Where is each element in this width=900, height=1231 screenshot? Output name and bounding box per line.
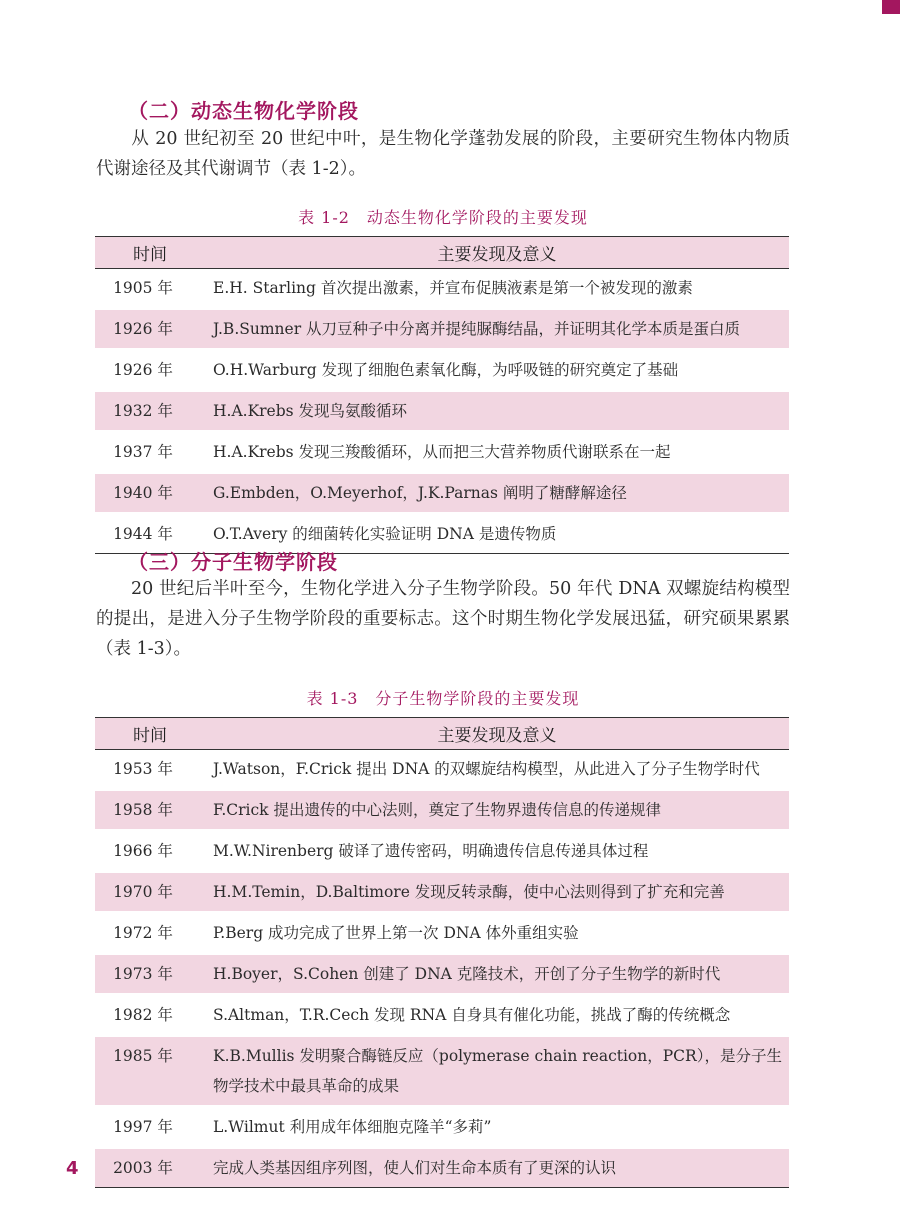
year-cell: 1997 年: [95, 1107, 205, 1148]
year-cell: 1905 年: [113, 279, 173, 297]
discovery-cell: J.B.Sumner 从刀豆种子中分离并提纯脲酶结晶，并证明其化学本质是蛋白质: [205, 309, 789, 350]
discovery-cell: H.A.Krebs 发现三羧酸循环，从而把三大营养物质代谢联系在一起: [205, 432, 789, 473]
table-caption-1-2: 表 1-2 动态生物化学阶段的主要发现: [298, 208, 588, 227]
table-row: [95, 391, 789, 432]
discovery-cell: J.Watson，F.Crick 提出 DNA 的双螺旋结构模型，从此进入了分子生物学时代: [213, 760, 760, 778]
year-cell: 1926 年: [95, 309, 205, 350]
year-cell: 1982 年: [95, 995, 205, 1036]
paragraph-text: 20 世纪后半叶至今，生物化学进入分子生物学阶段。50 年代 DNA 双螺旋结构模型的提出，是进入分子生物学阶段的重要标志。这个时期生物化学发展迅猛，研究硕果累累（表 1-3）。: [96, 579, 790, 659]
table-1-3: [95, 717, 789, 1188]
discovery-cell: O.T.Avery 的细菌转化实验证明 DNA 是遗传物质: [205, 514, 789, 554]
year-cell: 1985 年: [95, 1036, 205, 1107]
discovery-cell: H.Boyer，S.Cohen 创建了 DNA 克隆技术，开创了分子生物学的新时代: [205, 954, 789, 995]
year-cell: 1937 年: [95, 432, 205, 473]
column-header-year: 时间: [95, 237, 205, 269]
discovery-cell: S.Altman，T.R.Cech 发现 RNA 自身具有催化功能，挑战了酶的传统概念: [205, 995, 789, 1036]
discovery-cell: H.A.Krebs 发现鸟氨酸循环: [205, 391, 789, 432]
year-cell: 1944 年: [95, 514, 205, 554]
discovery-cell: 完成人类基因组序列图，使人们对生命本质有了更深的认识: [205, 1148, 789, 1188]
column-header-discovery: 主要发现及意义: [205, 237, 789, 269]
table-row: [95, 309, 789, 350]
table-row: [95, 831, 789, 872]
year-cell: 1940 年: [95, 473, 205, 514]
discovery-cell: M.W.Nirenberg 破译了遗传密码，明确遗传信息传递具体过程: [205, 831, 789, 872]
year-cell: 2003 年: [95, 1148, 205, 1188]
discovery-cell: L.Wilmut 利用成年体细胞克隆羊“多莉”: [205, 1107, 789, 1148]
table-row: [95, 350, 789, 391]
discovery-cell: F.Crick 提出遗传的中心法则，奠定了生物界遗传信息的传递规律: [205, 790, 789, 831]
table-row: [95, 954, 789, 995]
year-cell: 1958 年: [95, 790, 205, 831]
discovery-cell: O.H.Warburg 发现了细胞色素氧化酶，为呼吸链的研究奠定了基础: [205, 350, 789, 391]
paragraph-text: 从 20 世纪初至 20 世纪中叶，是生物化学蓬勃发展的阶段，主要研究生物体内物质代谢途径及其代谢调节（表 1-2）。: [96, 129, 790, 179]
table-row: [95, 872, 789, 913]
table-row: [95, 269, 789, 309]
year-cell: 1970 年: [95, 872, 205, 913]
discovery-cell: G.Embden，O.Meyerhof，J.K.Parnas 阐明了糖酵解途径: [205, 473, 789, 514]
year-cell: 1966 年: [95, 831, 205, 872]
year-cell: 1972 年: [95, 913, 205, 954]
table-row: [95, 1107, 789, 1148]
table-1-3-body: [95, 750, 789, 1188]
corner-tab-mark: [882, 0, 900, 14]
table-row: [95, 432, 789, 473]
table-row: [95, 995, 789, 1036]
discovery-cell: K.B.Mullis 发明聚合酶链反应（polymerase chain reaction，PCR），是分子生物学技术中最具革命的成果: [205, 1036, 789, 1107]
year-cell: 1953 年: [113, 760, 173, 778]
section-paragraph-dynamic: [96, 124, 790, 184]
discovery-cell: H.M.Temin，D.Baltimore 发现反转录酶，使中心法则得到了扩充和完善: [205, 872, 789, 913]
column-header-discovery: 主要发现及意义: [205, 718, 789, 750]
table-1-2: [95, 236, 789, 554]
table-row: [95, 750, 789, 790]
section-paragraph-molecular: [96, 574, 790, 664]
table-1-2-body: [95, 269, 789, 554]
table-row: [95, 1148, 789, 1188]
table-row: [95, 1036, 789, 1107]
discovery-cell: P.Berg 成功完成了世界上第一次 DNA 体外重组实验: [205, 913, 789, 954]
year-cell: 1973 年: [95, 954, 205, 995]
discovery-cell: E.H. Starling 首次提出激素，并宣布促胰液素是第一个被发现的激素: [213, 279, 693, 297]
section-heading-molecular-biology: （三）分子生物学阶段: [128, 550, 338, 574]
column-header-year: 时间: [95, 718, 205, 750]
page-number: 4: [66, 1158, 79, 1179]
table-caption-1-3: 表 1-3 分子生物学阶段的主要发现: [306, 689, 580, 708]
year-cell: 1926 年: [95, 350, 205, 391]
table-row: [95, 790, 789, 831]
year-cell: 1932 年: [95, 391, 205, 432]
table-row: [95, 913, 789, 954]
table-row: [95, 473, 789, 514]
section-heading-dynamic-biochemistry: （二）动态生物化学阶段: [128, 99, 359, 123]
